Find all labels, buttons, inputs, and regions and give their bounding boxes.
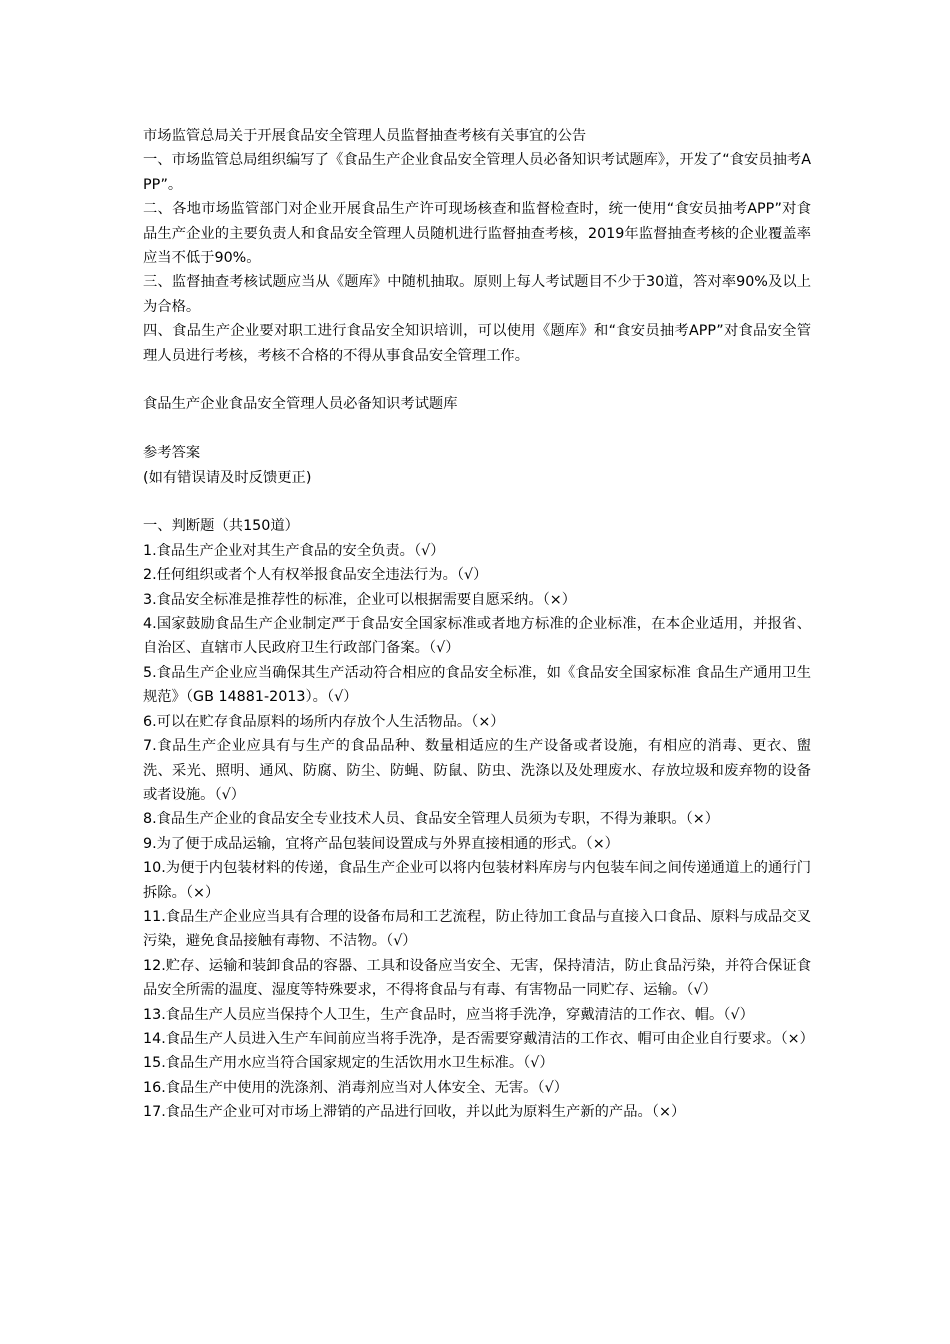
question-item: 15.食品生产用水应当符合国家规定的生活饮用水卫生标准。（√） [143, 1055, 554, 1072]
correction-note: (如有错误请及时反馈更正) [143, 469, 312, 486]
notice-item: 二、各地市场监管部门对企业开展食品生产许可现场核查和监督检查时，统一使用“食安员抽考APP”对食品生产企业的主要负责人和食品安全管理人员随机进行监督抽查考核，2019年监督抽查考核的企业覆盖率应当不低于90%。 [143, 201, 811, 267]
notice-item: 三、监督抽查考核试题应当从《题库》中随机抽取。原则上每人考试题目不少于30道，答对率90%及以上为合格。 [143, 274, 811, 315]
answer-label: 参考答案 [143, 445, 201, 462]
notice-item: 一、市场监管总局组织编写了《食品生产企业食品安全管理人员必备知识考试题库》，开发了“食安员抽考APP”。 [143, 152, 811, 193]
question-bank-title: 食品生产企业食品安全管理人员必备知识考试题库 [143, 396, 458, 413]
question-item: 4.国家鼓励食品生产企业制定严于食品安全国家标准或者地方标准的企业标准，在本企业适用，并报省、自治区、直辖市人民政府卫生行政部门备案。（√） [143, 616, 811, 657]
question-item: 9.为了便于成品运输，宜将产品包装间设置成与外界直接相通的形式。（×） [143, 835, 619, 852]
question-item: 7.食品生产企业应具有与生产的食品品种、数量相适应的生产设备或者设施，有相应的消毒、更衣、盥洗、采光、照明、通风、防腐、防尘、防蝇、防鼠、防虫、洗涤以及处理废水、存放垃圾和废弃物的设备或者设施。（√） [143, 738, 811, 803]
question-item: 5.食品生产企业应当确保其生产活动符合相应的食品安全标准，如《食品安全国家标准 食品生产通用卫生规范》（GB 14881-2013）。（√） [143, 664, 811, 706]
question-item: 10.为便于内包装材料的传递，食品生产企业可以将内包装材料库房与内包装车间之间传递通道上的通行门拆除。（×） [143, 860, 811, 901]
question-item: 17.食品生产企业可对市场上滞销的产品进行回收，并以此为原料生产新的产品。（×） [143, 1104, 686, 1121]
spacer [143, 417, 811, 441]
question-item: 11.食品生产企业应当具有合理的设备布局和工艺流程，防止待加工食品与直接入口食品、原料与成品交叉污染，避免食品接触有毒物、不洁物。（√） [143, 908, 811, 950]
section-heading: 一、判断题（共150道） [143, 518, 299, 535]
notice-title: 市场监管总局关于开展食品安全管理人员监督抽查考核有关事宜的公告 [143, 128, 587, 144]
question-item: 2.任何组织或者个人有权举报食品安全违法行为。（√） [143, 567, 488, 584]
spacer [143, 368, 811, 392]
question-item: 16.食品生产中使用的洗涤剂、消毒剂应当对人体安全、无害。（√） [143, 1079, 569, 1096]
question-item: 13.食品生产人员应当保持个人卫生，生产食品时，应当将手洗净，穿戴清洁的工作衣、帽。（√） [143, 1006, 754, 1023]
question-item: 14.食品生产人员进入生产车间前应当将手洗净，是否需要穿戴清洁的工作衣、帽可由企业自行要求。（×） [143, 1030, 814, 1047]
spacer [143, 490, 811, 514]
question-item: 1.食品生产企业对其生产食品的安全负责。（√） [143, 542, 445, 559]
notice-item: 四、食品生产企业要对职工进行食品安全知识培训，可以使用《题库》和“食安员抽考APP”对食品安全管理人员进行考核，考核不合格的不得从事食品安全管理工作。 [143, 323, 811, 364]
question-item: 8.食品生产企业的食品安全专业技术人员、食品安全管理人员须为专职，不得为兼职。（×） [143, 811, 720, 828]
document-body [143, 124, 814, 1125]
question-item: 6.可以在贮存食品原料的场所内存放个人生活物品。（×） [143, 713, 505, 730]
question-item: 12.贮存、运输和装卸食品的容器、工具和设备应当安全、无害，保持清洁，防止食品污染，并符合保证食品安全所需的温度、湿度等特殊要求，不得将食品与有毒、有害物品一同贮存、运输。（√） [143, 957, 811, 999]
question-item: 3.食品安全标准是推荐性的标准，企业可以根据需要自愿采纳。（×） [143, 591, 577, 608]
